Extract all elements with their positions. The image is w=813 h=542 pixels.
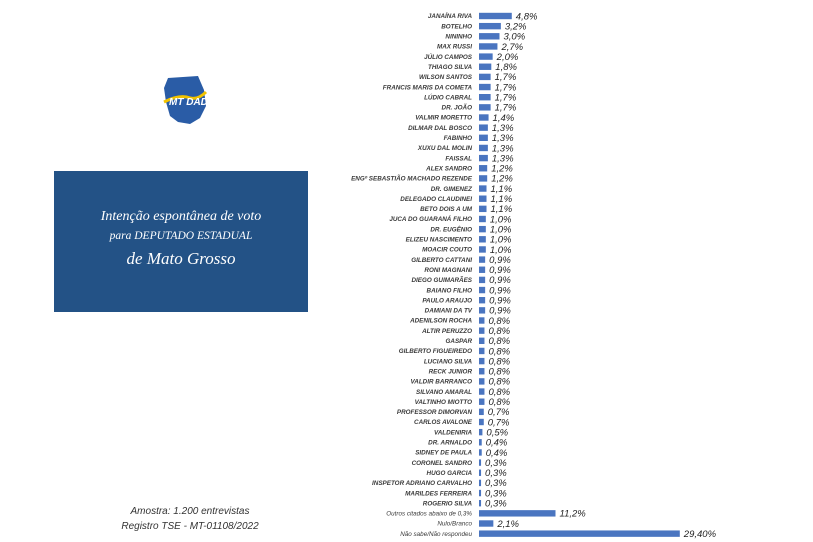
category-label: DR. ARNALDO xyxy=(428,439,472,447)
value-label: 0,8% xyxy=(488,336,511,348)
bar xyxy=(479,53,493,59)
bar xyxy=(479,155,488,161)
value-label: 1,2% xyxy=(491,163,513,175)
bar xyxy=(479,378,484,384)
category-label: GILBERTO FIGUEIREDO xyxy=(398,348,472,356)
value-label: 0,4% xyxy=(485,447,508,459)
bar xyxy=(479,409,484,415)
value-label: 1,3% xyxy=(491,133,514,145)
value-label: 0,9% xyxy=(489,275,511,287)
logo-text: MT DADOS xyxy=(169,97,223,108)
value-label: 0,9% xyxy=(489,295,511,307)
sample-size: Amostra: 1.200 entrevistas xyxy=(130,506,250,517)
bar xyxy=(479,287,485,293)
bar xyxy=(479,226,486,232)
bar xyxy=(479,348,484,354)
value-label: 0,3% xyxy=(485,488,507,500)
category-label: VALDENIRIA xyxy=(433,429,472,437)
category-label: WILSON SANTOS xyxy=(418,74,472,82)
category-label: FAISSAL xyxy=(445,155,472,163)
value-label: 0,9% xyxy=(489,305,511,317)
value-label: 0,8% xyxy=(488,397,511,408)
bar xyxy=(479,459,481,465)
category-label: MOACIR COUTO xyxy=(422,246,472,254)
value-label: 3,2% xyxy=(504,21,527,33)
value-label: 1,0% xyxy=(489,244,512,256)
category-label: Outros citados abaixo de 0,3% xyxy=(386,510,472,518)
bar xyxy=(479,124,488,130)
value-label: 1,7% xyxy=(494,82,517,94)
value-label: 1,8% xyxy=(495,62,517,74)
value-label: 0,5% xyxy=(486,427,509,439)
category-label: SIDNEY DE PAULA xyxy=(415,449,472,457)
value-label: 1,4% xyxy=(492,112,515,124)
category-label: SILVANO AMARAL xyxy=(416,388,472,396)
category-label: BETO DOIS A UM xyxy=(420,206,472,214)
category-label: FABINHO xyxy=(443,135,472,142)
bar xyxy=(479,135,488,141)
bar xyxy=(479,480,481,486)
category-label: INSPETOR ADRIANO CARVALHO xyxy=(372,480,472,488)
value-label: 0,8% xyxy=(488,376,511,388)
value-label: 0,9% xyxy=(489,285,511,297)
value-label: 29,40% xyxy=(683,528,717,540)
category-label: JUCA DO GUARANÁ FILHO xyxy=(389,216,472,224)
value-label: 2,0% xyxy=(496,51,519,63)
category-label: NININHO xyxy=(445,33,472,41)
title-line-1: Intenção espontânea de voto xyxy=(100,209,262,224)
bar xyxy=(479,64,491,70)
bar xyxy=(479,388,484,394)
value-label: 0,8% xyxy=(488,315,511,327)
value-label: 0,4% xyxy=(485,437,508,449)
category-label: CORONEL SANDRO xyxy=(411,459,472,467)
value-label: 1,2% xyxy=(491,173,513,185)
value-label: 0,8% xyxy=(488,325,511,337)
value-label: 0,8% xyxy=(488,386,511,398)
category-label: HUGO GARCIA xyxy=(426,469,472,477)
category-label: DR. JOÃO xyxy=(441,104,472,112)
bar xyxy=(479,297,485,303)
bar xyxy=(479,43,497,49)
bar xyxy=(479,419,484,425)
bar xyxy=(479,175,487,181)
category-label: JANAÍNA RIVA xyxy=(427,13,472,21)
value-label: 1,3% xyxy=(491,143,514,155)
value-label: 0,3% xyxy=(485,457,507,469)
value-label: 1,0% xyxy=(489,234,512,246)
bar xyxy=(479,185,487,191)
value-label: 1,7% xyxy=(494,102,517,114)
bar xyxy=(479,490,481,496)
category-label: DR. GIMENEZ xyxy=(430,185,472,193)
category-label: MARILDES FERREIRA xyxy=(405,490,472,498)
category-label: DIEGO GUIMARÃES xyxy=(411,277,472,285)
title-line-3: de Mato Grosso xyxy=(126,249,236,268)
bar xyxy=(479,470,481,476)
value-label: 3,0% xyxy=(503,31,526,43)
bar xyxy=(479,429,482,435)
category-label: CARLOS AVALONE xyxy=(414,419,472,427)
value-label: 0,8% xyxy=(488,366,511,378)
category-label: GILBERTO CATTANI xyxy=(411,256,472,264)
tse-registration: Registro TSE - MT-01108/2022 xyxy=(121,521,259,532)
category-label: PAULO ARAUJO xyxy=(422,297,472,305)
footer xyxy=(100,504,280,534)
category-label: BAIANO FILHO xyxy=(426,287,472,295)
value-label: 0,7% xyxy=(487,417,510,429)
category-label: RONI MAGNANI xyxy=(424,266,472,274)
bar xyxy=(479,23,501,29)
category-label: ELIZEU NASCIMENTO xyxy=(405,236,472,244)
category-label: LÚDIO CABRAL xyxy=(424,94,472,102)
bar xyxy=(479,399,484,405)
bar xyxy=(479,145,488,151)
bar xyxy=(479,520,493,526)
value-label: 1,7% xyxy=(494,92,517,104)
bar xyxy=(479,317,484,323)
value-label: 1,1% xyxy=(490,194,513,205)
bar xyxy=(479,216,486,222)
bar xyxy=(479,368,484,374)
category-label: GASPAR xyxy=(445,338,472,345)
category-label: ENGº SEBASTIÃO MACHADO REZENDE xyxy=(351,175,472,183)
category-label: VALMIR MORETTO xyxy=(415,114,472,122)
value-label: 0,8% xyxy=(488,346,511,358)
category-label: PROFESSOR DIMORVAN xyxy=(396,409,472,417)
bar xyxy=(479,307,485,313)
value-label: 2,1% xyxy=(497,518,519,530)
value-label: 0,7% xyxy=(487,407,510,419)
bar xyxy=(479,33,499,39)
value-label: 0,9% xyxy=(489,254,511,266)
bar xyxy=(479,84,491,90)
value-label: 1,3% xyxy=(491,153,514,165)
value-label: 2,7% xyxy=(501,41,524,53)
value-label: 1,0% xyxy=(489,214,512,226)
category-label: JÚLIO CAMPOS xyxy=(424,53,472,61)
value-label: 0,8% xyxy=(488,356,511,368)
bar xyxy=(479,236,486,242)
category-label: VALDIR BARRANCO xyxy=(410,378,472,386)
category-label: Nulo/Branco xyxy=(437,520,472,528)
title-line-2: para DEPUTADO ESTADUAL xyxy=(109,230,253,242)
value-label: 1,3% xyxy=(491,122,514,134)
bar xyxy=(479,165,487,171)
value-label: 0,3% xyxy=(485,498,507,510)
value-label: 1,1% xyxy=(490,183,513,195)
category-label: DELEGADO CLAUDINEI xyxy=(400,195,472,203)
category-label: DR. EUGÊNIO xyxy=(430,226,472,234)
bar xyxy=(479,114,489,120)
value-label: 1,0% xyxy=(489,224,512,236)
bar xyxy=(479,256,485,262)
value-label: 0,9% xyxy=(489,265,511,277)
category-label: BOTELHO xyxy=(441,23,472,31)
value-label: 4,8% xyxy=(515,11,538,23)
category-label: VALTINHO MIOTTO xyxy=(414,398,472,406)
bar xyxy=(479,500,481,506)
bar xyxy=(479,74,491,80)
bar xyxy=(479,206,487,212)
category-label: ALEX SANDRO xyxy=(426,165,472,173)
bar xyxy=(479,277,485,283)
category-label: THIAGO SILVA xyxy=(428,63,472,71)
bar xyxy=(479,13,512,19)
bar xyxy=(479,338,484,344)
category-label: XUXU DAL MOLIN xyxy=(417,145,472,153)
bar xyxy=(479,530,680,536)
bar xyxy=(479,196,487,202)
bar xyxy=(479,439,482,445)
bar xyxy=(479,104,491,110)
bar xyxy=(479,246,486,252)
value-label: 11,2% xyxy=(559,508,586,520)
category-label: RECK JUNIOR xyxy=(428,368,472,376)
category-label: ALTIR PERUZZO xyxy=(422,327,472,335)
category-label: Não sabe/Não respondeu xyxy=(400,530,472,538)
value-label: 1,7% xyxy=(494,72,517,84)
bar xyxy=(479,358,484,364)
bar xyxy=(479,94,491,100)
value-label: 1,1% xyxy=(490,204,513,216)
bar xyxy=(479,449,482,455)
value-label: 0,3% xyxy=(485,468,507,480)
category-label: LUCIANO SILVA xyxy=(423,358,472,366)
category-label: ADENILSON ROCHA xyxy=(410,317,472,325)
bar xyxy=(479,267,485,273)
category-label: MAX RUSSI xyxy=(437,43,472,51)
category-label: FRANCIS MARIS DA COMETA xyxy=(382,84,472,92)
category-label: DILMAR DAL BOSCO xyxy=(408,124,472,132)
category-label: DAMIANI DA TV xyxy=(424,307,472,315)
bar xyxy=(479,327,484,333)
category-label: ROGERIO SILVA xyxy=(422,500,472,508)
bar xyxy=(479,510,555,516)
value-label: 0,3% xyxy=(485,478,507,490)
